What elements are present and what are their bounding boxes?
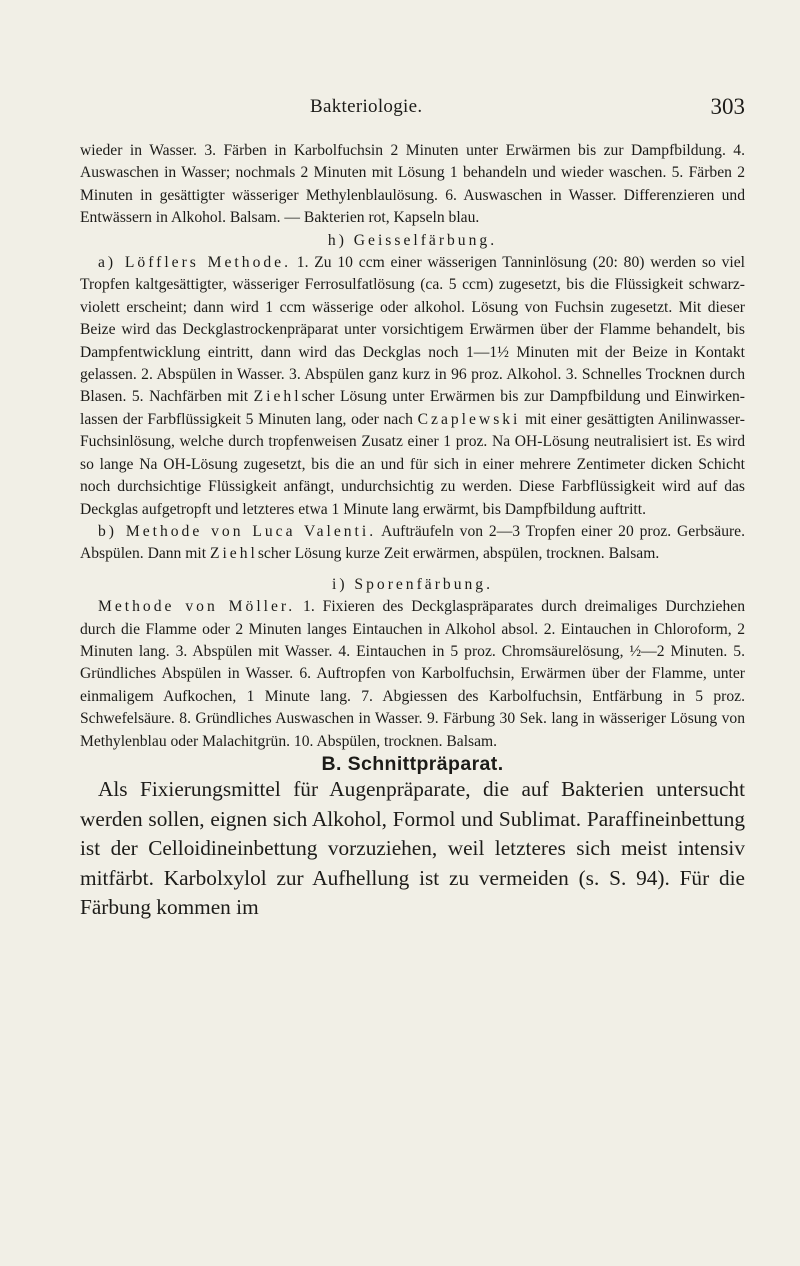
section-heading-schnittpraeparat: B. Schnittpräparat. (321, 752, 504, 775)
page-header (80, 96, 745, 136)
paragraph-loeffler (80, 252, 745, 521)
valenti-method-label: b) Methode von Luca Valenti. (98, 522, 377, 540)
heading-sporenfaerbung: i) Sporenfärbung. (332, 575, 493, 593)
ziehl-name-2: Ziehl (209, 545, 258, 563)
paragraph-valenti (80, 521, 745, 566)
large-paragraph-block (80, 775, 745, 923)
loeffler-text-3: mit einer gesättigten Anilinwasser-Fuchsinlösung, welche durch tropfenweisen Zusatz einer 1 proz. Na OH-Lösung neutralisiert ist. Es wird so lange Na OH-Lösung zugesetzt, bis die an und für sich in einer mehrere Zentimeter dicken Schicht noch durchsichtige Flüssigkeit anfängt, undurchsichtig zu werden. Diese Farbflüssigkeit wird auf das Deckglas aufgetropft und letzteres etwa 1 Minute lang erwärmt, bis Dampfbildung auftritt. (80, 410, 745, 518)
loeffler-text-1: 1. Zu 10 ccm einer wässerigen Tanninlösung (20: 80) werden so viel Tropfen kaltgesättigter, wässeriger Ferrosulfatlösung (ca. 5 ccm) zugesetzt, bis die Flüssigkeit schwarz-violett erscheint; dann wird 1 ccm wässerige oder alkohol. Lösung von Fuchsin zugesetzt. Mit dieser Beize wird das Deckglastrockenpräparat unter vorsichtigem Erwärmen über der Flamme behandelt, bis Dampfentwicklung eintritt, dann wird das Deckglas noch 1—1½ Minuten mit der Beize in Kontakt gelassen. 2. Abspülen in Wasser. 3. Abspülen ganz kurz in 96 proz. Alkohol. 3. Schnelles Trocknen durch Blasen. 5. Nachfärben mit (80, 254, 745, 406)
valenti-text-2: scher Lösung kurze Zeit erwärmen, abspülen, trocknen. Balsam. (257, 545, 660, 563)
paragraph-moeller (80, 596, 745, 753)
paragraph-fixierungsmittel: Als Fixierungsmittel für Augenpräparate, die auf Bakterien untersucht werden sollen, eignen sich Alkohol, Formol und Sublimat. Paraffineinbettung ist der Celloidineinbettung vorzuziehen, weil letzteres sich meist intensiv mitfärbt. Karbolxylol zur Aufhellung ist zu vermeiden (s. S. 94). Für die Färbung kommen im (80, 777, 745, 920)
running-head: Bakteriologie. (310, 96, 423, 117)
heading-geisselfaerbung: h) Geisselfärbung. (327, 231, 498, 249)
page-number: 303 (710, 94, 745, 119)
czaplewski-name: Czaplewski (417, 410, 521, 428)
moeller-method-label: Methode von Möller. (98, 598, 296, 616)
moeller-text: 1. Fixieren des Deckglaspräparates durch dreimaliges Durchziehen durch die Flamme oder 2 Minuten langes Eintauchen in Alkohol absol. 2. Eintauchen in Chloroform, 2 Minuten lang. 3. Abspülen mit Wasser. 4. Eintauchen in 5 proz. Chromsäurelösung, ½—2 Minuten. 5. Gründliches Abspülen in Wasser. 6. Auftropfen von Karbolfuchsin, Erwärmen über der Flamme, unter einmaligem Aufkochen, 1 Minute lang. 7. Abgiessen des Karbolfuchsin, Entfärbung in 5 proz. Schwefelsäure. 8. Gründliches Auswaschen in Wasser. 9. Färbung 30 Sek. lang in wässeriger Lösung von Methylenblau oder Malachitgrün. 10. Abspülen, trocknen. Balsam. (80, 598, 745, 750)
loeffler-text-2: scher Lösung unter Erwärmen bis zur Dampfbildung und Einwirkenlassen der Farbflüssigkeit 5 Minuten lang, oder nach (80, 388, 745, 428)
ziehl-name: Ziehl (253, 388, 302, 406)
loeffler-method-label: a) Löfflers Methode. (98, 254, 291, 272)
paragraph-continuation: wieder in Wasser. 3. Färben in Karbolfuchsin 2 Minuten unter Erwärmen bis zur Dampfbildung. 4. Auswaschen in Wasser; nochmals 2 Minuten mit Lösung 1 behandeln und wieder waschen. 5. Färben 2 Minuten in gesättigter wässeriger Methylenblaulösung. 6. Auswaschen in Wasser. Differenzieren und Entwässern in Alkohol. Balsam. — Bakterien rot, Kapseln blau. (80, 142, 745, 227)
valenti-text-1: Aufträufeln von 2—3 Tropfen einer 20 proz. Gerbsäure. Abspülen. Dann mit (80, 522, 746, 563)
page-body (80, 140, 745, 923)
